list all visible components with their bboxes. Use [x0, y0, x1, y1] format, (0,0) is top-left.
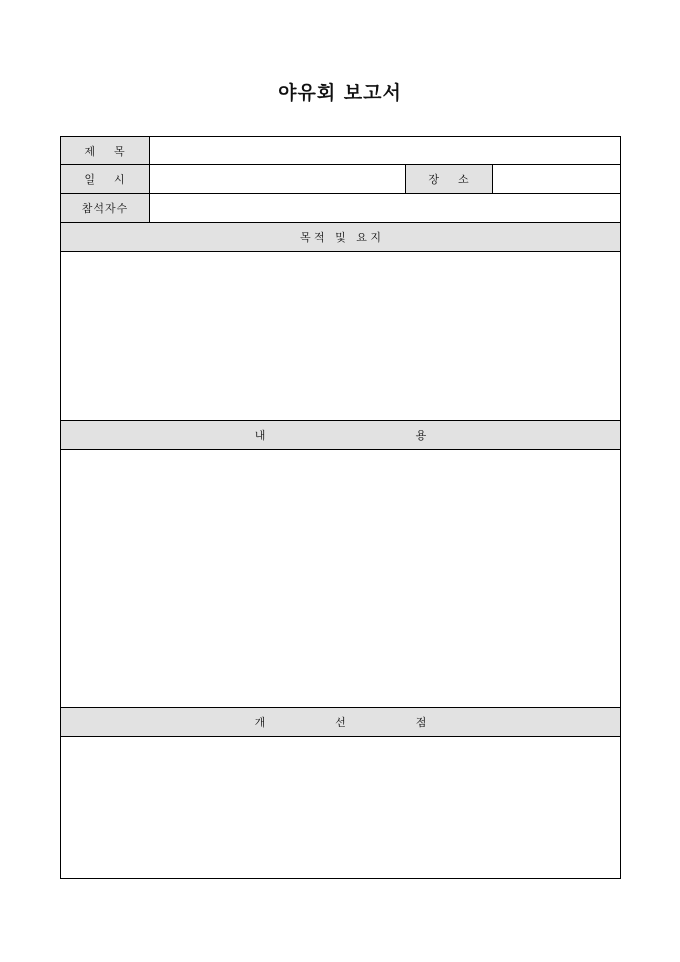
subject-value-field[interactable] [150, 137, 620, 164]
content-header [61, 421, 620, 450]
place-label-text: 장 소 [428, 173, 470, 186]
place-value-field[interactable] [493, 165, 620, 193]
improvement-header-text: 개 선 점 [254, 716, 427, 729]
place-label [406, 165, 493, 193]
subject-label [61, 137, 150, 164]
report-form [60, 136, 621, 879]
attendees-label [61, 194, 150, 222]
improvement-body[interactable] [61, 737, 620, 878]
date-label [61, 165, 150, 193]
date-place-row [61, 165, 620, 194]
attendees-row [61, 194, 620, 223]
purpose-body[interactable] [61, 252, 620, 421]
document-title: 야유회 보고서 [278, 82, 402, 104]
purpose-header-text: 목 적 및 요 지 [299, 231, 382, 244]
date-value-field[interactable] [150, 165, 406, 193]
subject-row [61, 137, 620, 165]
date-label-text: 일 시 [84, 173, 126, 186]
attendees-label-text: 참석자수 [81, 202, 129, 215]
content-header-text: 내 용 [254, 429, 427, 442]
subject-label-text: 제 목 [84, 144, 126, 158]
attendees-value-field[interactable] [150, 194, 620, 222]
purpose-header [61, 223, 620, 252]
improvement-header [61, 708, 620, 737]
content-body[interactable] [61, 450, 620, 708]
